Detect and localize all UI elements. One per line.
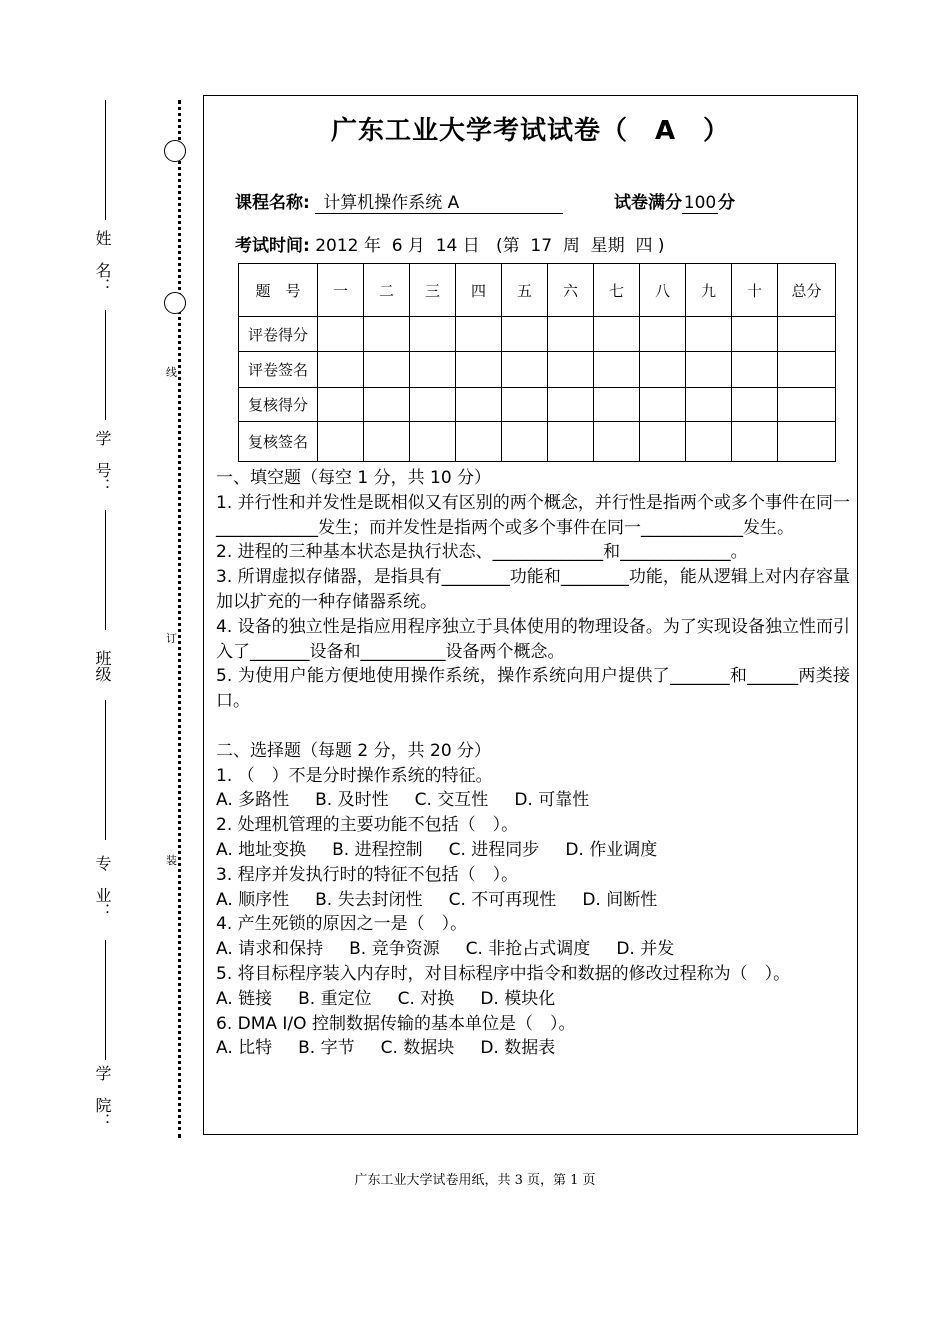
section1-heading: 一、填空题（每空 1 分，共 10 分） [216, 468, 492, 488]
binding-char-zhuang: 装 [166, 854, 177, 867]
score-table [238, 263, 836, 462]
option: B. 失去封闭性 [315, 889, 423, 910]
option: C. 非抢占式调度 [465, 939, 591, 960]
score-header-cell: 十 [732, 264, 778, 317]
page-footer: 广东工业大学试卷用纸，共 3 页，第 1 页 [354, 1173, 596, 1188]
score-header-cell: 总分 [778, 264, 836, 317]
choice-question: 4. 产生死锁的原因之一是（ ）。 [216, 914, 468, 935]
option: D. 间断性 [582, 889, 658, 910]
choice-question: 3. 程序并发执行时的特征不包括（ ）。 [216, 864, 519, 885]
full-score-unit: 分 [718, 193, 735, 213]
table-row [239, 388, 836, 422]
row-label: 评卷得分 [239, 317, 318, 352]
option: D. 作业调度 [565, 839, 658, 860]
course-label: 课程名称: [235, 193, 310, 213]
score-header-cell: 二 [364, 264, 410, 317]
option: D. 数据表 [480, 1038, 556, 1059]
table-row [239, 317, 836, 352]
option: B. 字节 [298, 1038, 355, 1059]
fill-question: 1. 并行性和并发性是既相似又有区别的两个概念，并行性是指两个或多个事件在同一____________发生；而并发性是指两个或多个事件在同一____________发生。 [216, 492, 850, 538]
option: C. 数据块 [380, 1038, 455, 1059]
name-label: 姓 名： [93, 230, 112, 294]
option: D. 并发 [616, 939, 675, 960]
option: A. 比特 [216, 1038, 273, 1059]
option: C. 对换 [397, 988, 455, 1009]
option: B. 进程控制 [332, 839, 423, 860]
choice-options [216, 1036, 850, 1061]
choice-options [216, 788, 850, 813]
name-underline [105, 100, 106, 220]
option: A. 链接 [216, 988, 273, 1009]
full-score-row [614, 188, 735, 214]
row-label: 复核签名 [239, 422, 318, 462]
binding-dotted-line [178, 100, 181, 1138]
row-label: 评卷签名 [239, 352, 318, 388]
class-label: 班级 [93, 650, 112, 682]
score-header-cell: 四 [456, 264, 502, 317]
score-header-cell: 八 [640, 264, 686, 317]
college-label: 学 院： [93, 1065, 112, 1129]
choice-question: 2. 处理机管理的主要功能不包括（ ）。 [216, 815, 519, 836]
option: A. 顺序性 [216, 889, 290, 910]
course-row [235, 188, 563, 214]
option: A. 多路性 [216, 790, 290, 811]
option: C. 不可再现性 [448, 889, 557, 910]
option: A. 请求和保持 [216, 939, 324, 960]
option: D. 模块化 [480, 988, 556, 1009]
full-score-value: 100 [683, 193, 717, 213]
class-underline [105, 700, 106, 840]
table-row [239, 352, 836, 388]
binding-char-ding: 订 [166, 632, 177, 645]
row-label: 复核得分 [239, 388, 318, 422]
option: B. 竞争资源 [349, 939, 440, 960]
exam-time-label: 考试时间: [235, 236, 310, 256]
option: A. 地址变换 [216, 839, 307, 860]
score-header-cell: 题 号 [239, 264, 318, 317]
option: B. 重定位 [298, 988, 372, 1009]
id-underline [105, 510, 106, 630]
binding-hole-bottom [164, 292, 186, 314]
exam-title: 广东工业大学考试试卷（ A ） [330, 116, 731, 146]
fill-question: 4. 设备的独立性是指应用程序独立于具体使用的物理设备。为了实现设备独立性而引入了_______设备和__________设备两个概念。 [216, 616, 850, 662]
option: D. 可靠性 [514, 790, 590, 811]
score-header-cell: 六 [548, 264, 594, 317]
choice-question: 1. （ ）不是分时操作系统的特征。 [216, 765, 493, 786]
student-id-label: 学 号： [93, 430, 112, 494]
choice-options [216, 987, 850, 1012]
score-header-cell: 九 [686, 264, 732, 317]
fill-question: 2. 进程的三种基本状态是执行状态、_____________和_____________。 [216, 542, 748, 563]
fill-question: 5. 为使用户能方便地使用操作系统，操作系统向用户提供了_______和______两类接口。 [216, 666, 850, 712]
section2-heading: 二、选择题（每题 2 分，共 20 分） [216, 740, 492, 761]
fill-question: 3. 所谓虚拟存储器，是指具有________功能和________功能，能从逻辑上对内存容量加以扩充的一种存储器系统。 [216, 567, 850, 612]
score-header-cell: 五 [502, 264, 548, 317]
full-score-label: 试卷满分 [614, 193, 682, 213]
name-underline-2 [105, 310, 106, 420]
option: B. 及时性 [315, 790, 389, 811]
major-underline [105, 940, 106, 1060]
binding-char-line: 线 [166, 366, 177, 379]
exam-time-value: 2012 年 6 月 14 日 (第 17 周 星期 四 ) [315, 236, 665, 256]
option: C. 进程同步 [448, 839, 540, 860]
table-row [239, 422, 836, 462]
choice-options [216, 838, 850, 863]
choice-options [216, 888, 850, 913]
exam-time-row [235, 231, 665, 256]
choice-question: 5. 将目标程序装入内存时，对目标程序中指令和数据的修改过程称为（ ）。 [216, 963, 791, 984]
option: C. 交互性 [414, 790, 489, 811]
score-header-cell: 七 [594, 264, 640, 317]
course-value: 计算机操作系统 A [315, 188, 563, 214]
score-header-cell: 三 [410, 264, 456, 317]
questions-body [216, 466, 850, 1061]
score-table-header-row [239, 264, 836, 317]
choice-question: 6. DMA I/O 控制数据传输的基本单位是（ ）。 [216, 1013, 576, 1034]
choice-options [216, 937, 850, 962]
binding-hole-top [164, 140, 186, 162]
score-header-cell: 一 [318, 264, 364, 317]
major-label: 专 业： [93, 855, 112, 919]
